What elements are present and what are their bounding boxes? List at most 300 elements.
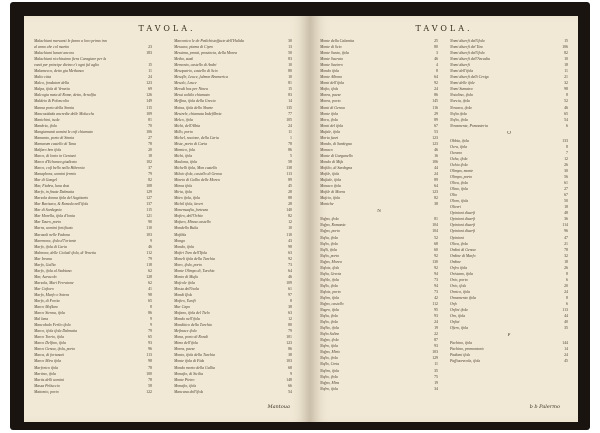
index-entry-page: 82 [288,214,292,219]
index-entry-page: 20 [564,283,568,288]
index-entry-text: Orio, porto [450,277,468,282]
index-entry-text: Marfo, Gallia [34,262,56,267]
book-spread [10,2,590,430]
index-entry-page: 73 [434,277,438,282]
index-entry-page: 61 [288,286,292,291]
index-entry-text: Martis delli uomini [34,377,65,382]
index-entry-page: 81 [434,217,438,222]
index-entry-page: 54 [288,389,292,394]
index-entry-page: 104 [432,223,438,228]
index-entry-page: 9 [290,371,292,376]
index-entry-text: Malpa, ifola di Venetia [34,87,70,92]
index-entry-text: Michel, nocione, della Caria [174,135,219,140]
index-entry-text: Nafia, Grecia [320,271,342,276]
index-entry-text: Mofcole ifola [174,280,195,285]
index-entry-page: 35 [434,368,438,373]
index-entry-text: Mondo, di Sardegna [320,141,352,146]
index-entry-text: Pachino, ifola [450,341,473,346]
index-entry-page: 113 [146,353,152,358]
index-entry-page: 12 [564,156,568,161]
index-entry-page: 21 [564,241,568,246]
index-entry-page: 79 [148,329,152,334]
index-entry-page: 103 [286,359,292,364]
index-entry-page: 80 [434,45,438,50]
index-entry-text: Mineto di Gallio delle Morea [174,178,220,183]
index-entry-page: 98 [148,292,152,297]
index-entry-text: Mofto, ifola [320,87,339,92]
index-entry-page: 93 [148,341,152,346]
index-entry-page: 12 [288,220,292,225]
index-entry-page: 82 [148,178,152,183]
index-entry-text: Mesofle, Leuce, fulmon Bramerica [174,75,228,80]
index-entry-text: Metho, stadi [174,57,194,62]
index-entry-text: Nafcia, porto [320,289,341,294]
index-entry-page: 78 [288,141,292,146]
index-entry-page: 127 [146,196,152,201]
index-entry-page: 92 [434,265,438,270]
index-entry-page: 66 [288,383,292,388]
index-entry-text: Malco, fondatori della [34,81,70,86]
index-entry-page: 123 [146,81,152,86]
index-entry-text: Malmora, delle Cicladi ifola, di Venetia [34,250,96,255]
index-entry-page: 58 [288,159,292,164]
index-entry-page: 15 [148,63,152,68]
index-entry-page: 86 [434,93,438,98]
index-entry-page: 11 [148,69,152,74]
index-entry-page: 106 [146,129,152,134]
index-entry-text: Naflo, ifola [320,283,338,288]
index-entry-page: 16 [434,153,438,158]
index-entry-text: Ornico, ifola [450,289,471,294]
index-entry-text: Moina, ifola dello Sbarte [174,105,214,110]
index-entry-page: 38 [288,353,292,358]
index-entry-page: 26 [564,265,568,270]
index-entry-page: 48 [564,211,568,216]
index-entry [450,358,568,364]
index-entry-page: 126 [146,93,152,98]
index-entry-text: Ornamento ifola [450,295,476,300]
index-entry-page: 43 [288,238,292,243]
index-entry-text: Ordini di Genoa [450,247,476,252]
index-entry-page: 24 [564,353,568,358]
index-entry-text: Nomi diuerfi dell'ifola [450,39,485,43]
index-entry-text: Mufale, ifola [320,129,341,134]
index-entry-text: Mora, ifola [320,117,338,122]
index-entry-page: 38 [288,305,292,310]
index-entry-page: 112 [432,302,438,307]
index-entry-text: Orfini ifola [450,308,468,313]
index-entry-page: 5 [290,153,292,158]
index-entry-page: 109 [286,280,292,285]
index-entry-page: 8 [566,93,568,98]
index-entry-text: Minnico, fola [174,147,195,152]
index-entry-text: Opinioni diuerfi [450,229,476,234]
index-entry-page: 135 [286,105,292,110]
index-entry-page: 144 [562,341,568,346]
index-entry-page: 104 [432,229,438,234]
index-entry-page: 56 [564,175,568,180]
index-entry-page: 103 [146,232,152,237]
index-entry-text: Nomi dell'ifola [450,69,474,74]
index-entry-text: Mimo dell'ifola [174,341,198,346]
index-entry-page: 25 [434,39,438,43]
index-entry-text: Nafto, ifola [320,374,338,379]
index-entry-text: Nafia, ifola [320,235,338,240]
index-entry-page: 89 [288,178,292,183]
index-entry-page: 58 [148,383,152,388]
index-entry-page: 62 [148,280,152,285]
index-entry-text: Oceano [450,150,463,155]
index-entry-text: Nomi diuerfi del Tino [450,45,484,50]
index-entry-text: Obbia, ifola [450,138,469,143]
index-entry-text: Mofile, ifola [320,172,340,177]
index-entry [450,325,568,331]
index-entry-text: Mufiale, ifola [320,178,342,183]
index-entry-page: 96 [564,229,568,234]
index-entry-text: Monte Albono [320,75,343,80]
index-entry-text: Monditico della Turchia [174,323,212,328]
index-entry-text: Orfeo ifola [450,265,468,270]
index-entry-page: 37 [148,165,152,170]
index-entry-text: Monte ifola di Fida [174,359,205,364]
index-entry-page: 12 [288,317,292,322]
index-entry-page: 129 [432,356,438,361]
index-entry-text: Marco Sienna, ifola [34,311,65,316]
index-entry-page: 52 [564,99,568,104]
index-entry-page: 11 [564,69,568,74]
index-entry-page: 123 [286,341,292,346]
index-entry-page: 98 [564,87,568,92]
index-entry-text: Meffina, ifola della Grecia [174,99,216,104]
index-entry-text: Norcia, ifola [450,99,470,104]
index-entry-text: Olino, ifola [450,187,468,192]
page-header-left: TAVOLA. [138,24,196,33]
index-entry-text: Marco Torrio, ifola [34,335,65,340]
index-entry-page: 34 [434,386,438,391]
index-entry-text: Maldeio & Poloncolio [34,99,70,104]
index-entry-text: Marconico le de Pedichistoffacte dell'Halida [174,39,244,43]
index-entry-page: 40 [564,320,568,325]
index-entry-text: Nafro, ifola [320,344,339,349]
index-entry-text: Mestrele, chiamata Indefilbria [174,111,222,116]
index-entry-text: Miria, ifola [174,190,192,195]
index-entry-text: Oliveri [450,205,462,210]
index-entry-page: 46 [434,57,438,62]
index-entry-page: 81 [148,117,152,122]
index-entry-page: 41 [148,286,152,291]
index-entry-page: 19 [434,380,438,385]
index-entry-page: 11 [434,362,438,367]
index-entry-page: 79 [148,256,152,261]
index-entry-page: 54 [564,117,568,122]
index-entry-text: Morea, porto [320,99,341,104]
index-entry-text: Nafia, ifola [320,314,338,319]
index-entry-page: 103 [432,350,438,355]
index-entry-page: 63 [288,311,292,316]
index-entry-text: Manaphora, uomini fermio [34,172,77,177]
index-entry-text: Mosta dell'isola [174,286,199,291]
index-entry-text: Ofero, ifola [450,326,469,331]
index-entry-text: vanti per principe divino e't ogni ful aglio [34,63,100,68]
index-entry-text: Messi uoltilo chiamato [174,93,210,98]
section-letter: O [507,130,511,136]
index-entry-text: Orio, ifola [450,283,467,288]
catchword: Mantoua [267,404,290,410]
index-entry-page: 50 [288,51,292,56]
index-entry-text: Nafli, ifola [320,247,337,252]
index-entry-text: Memonio, castello di Andri [174,63,217,68]
index-entry-page: 94 [434,271,438,276]
index-entry-page: 44 [434,165,438,170]
index-entry-text: Messima, pronti, prouincia, della Morea [174,51,237,56]
index-entry-text: Oliva, ifola [450,181,468,186]
index-entry-text: Nomi diuerfi dell'Arcadia [450,57,490,62]
index-entry-page: 97 [288,292,292,297]
index-entry-text: Pachino, promontorio [450,347,485,352]
index-entry-text: Nafpo, ifola [320,217,339,222]
index-entry-text: Nafilo, ifola [320,277,339,282]
index-entry-page: 79 [288,329,292,334]
index-entry-page: 6 [566,123,568,128]
index-entry-page: 27 [564,187,568,192]
index-entry-page: 6 [566,277,568,282]
index-entry-text: Mufcio, ifola [320,196,341,201]
index-entry-text: Nomi diuerfi delli Cerigo [450,75,490,80]
index-entry-text: Malachiani ricchissimo fiera Caragiare per la [34,57,107,62]
index-entry-text: Marfo, in finate Dalmatia [34,190,75,195]
index-entry-page: 19 [434,326,438,331]
index-entry-page: 115 [146,208,152,213]
index-entry-text: Marco, di lonio in Gentani [34,153,76,158]
right-column-1 [320,38,438,392]
index-entry-page: 64 [288,268,292,273]
index-entry-text: Nafio, ifola [320,356,338,361]
index-entry-page: 145 [432,99,438,104]
index-entry-text: Messara, piama di Cipro [174,45,213,50]
index-entry-page: 24 [564,289,568,294]
index-entry-page: 11 [288,129,292,134]
index-entry-page: 123 [432,141,438,146]
index-entry-page: 24 [148,75,152,80]
index-entry-text: Monte ifola [320,111,339,116]
index-entry-page: 138 [286,165,292,170]
index-entry-text: Mofano, ifola del Tielo [174,311,210,316]
index-entry-page: 92 [434,253,438,258]
index-entry-page: 78 [148,365,152,370]
index-entry-text: Nafpo, Morea [320,259,342,264]
index-entry-text: Nafio, ifola [320,241,338,246]
index-entry-page: 9 [150,317,152,322]
index-entry-text: Oro, ifola [450,314,466,319]
index-entry-page: 110 [286,232,292,237]
index-entry-text: Marfo, Marfo o Sotrea [34,292,70,297]
index-entry-text: Marfo, di Fortia [34,299,60,304]
index-entry-page: 80 [288,69,292,74]
index-entry-text: Moneli ifola della Turchia [174,256,215,261]
index-entry-text: Mangiamanti uomini le cofi chiamato [34,129,93,134]
index-entry-text: Mondi Ifola [174,292,193,297]
index-entry-page: 81 [288,81,292,86]
index-entry-text: Naflo, Creta [320,362,340,367]
index-entry-page: 93 [434,314,438,319]
index-entry-text: Monaco ifola [320,184,341,189]
index-entry-text: Ocha, ifola [450,156,468,161]
index-entry-page: 108 [146,184,152,189]
index-entry-text: Mattonio, porto [34,389,59,394]
index-entry-page: 106 [562,45,568,50]
index-entry-text: Mar, Fiabra, luna dosi [34,184,70,189]
index-entry-page: 24 [288,123,292,128]
index-entry-text: Miste, porto di Caria [174,141,208,146]
index-entry-text: Manichini, isola [34,117,60,122]
index-entry-text: Monto, ifola della Turchia [174,353,215,358]
index-entry-text: Mofuro, Minoa castello [174,220,211,225]
index-entry-text: Nafio, ifola [320,320,338,325]
index-entry-page: 3 [436,51,438,56]
index-entry-page: 46 [434,147,438,152]
index-entry-text: Mona, porto di Rondi [174,335,208,340]
index-entry-text: Nomi diuerfi [450,63,470,68]
index-entry-text: Monte di Scio [320,45,342,50]
index-entry-page: 7 [566,150,568,155]
index-entry-page: 46 [148,244,152,249]
index-entry-page: 24 [434,172,438,177]
index-entry-text: Oristano, ifola [450,271,473,276]
index-entry-text: Monemuafia, fortezza [174,208,208,213]
index-entry-page: 148 [286,377,292,382]
index-entry-text: Monte Sacrato [320,57,344,62]
index-entry-page: 123 [432,190,438,195]
index-entry-text: Malamecco, detto gia Methanco [34,69,85,74]
index-entry-page: 73 [288,262,292,267]
index-entry-text: Mondo morto della Gallia [174,365,215,370]
index-entry-page: 10 [564,57,568,62]
index-entry-page: 8 [436,69,438,74]
index-entry-text: Millo, porto [174,129,193,134]
index-entry-text: Marforico ifola [34,365,59,370]
index-entry-text: Mancobalo Ferlio ifola [34,323,71,328]
index-entry-page: 50 [564,199,568,204]
index-entry-page: 64 [434,184,438,189]
index-entry-text: Mesopatrio, castello di Scio [174,69,218,74]
index-entry-page: 122 [146,389,152,394]
index-entry-page: 68 [434,241,438,246]
index-entry-page: 65 [148,335,152,340]
index-entry-text: Nafro, ifola [320,386,339,391]
index-entry-text: Oloro, ifola [450,199,469,204]
index-entry-text: Mofibla [174,232,187,237]
index-entry-text: Mar Morella, ifola d'lonia [34,214,75,219]
right-column-2 [450,38,568,364]
index-entry-text: Moria fuori [320,135,339,140]
index-entry-page: 106 [432,159,438,164]
index-entry-page: 128 [146,274,152,279]
index-entry-text: Nafio Saline [320,332,340,337]
index-entry-page: 67 [434,123,438,128]
index-entry-page: 89 [434,178,438,183]
index-entry-page: 82 [564,51,568,56]
index-entry-text: Massa Peliuccio [34,383,60,388]
index-entry-text: Nafpo, Romania [320,223,346,228]
index-entry-text: Mar di Gangel [34,178,58,183]
index-entry-text: Nofio, ifola [450,117,468,122]
index-entry-page: 36 [564,217,568,222]
index-entry-text: Monte di Garganello [320,153,353,158]
index-entry-page: 8 [290,299,292,304]
index-entry-page: 94 [434,283,438,288]
index-entry-text: Orfo [450,302,458,307]
index-entry-page: 6 [566,302,568,307]
index-entry-text: Mandria, ifola [34,123,57,128]
index-entry-text: Mar Ireana [34,256,52,261]
index-entry-text: Mamanto, porto di Sinnia [34,135,75,140]
index-entry-text: Mar Tauro, porto [34,220,62,225]
index-entry-page: 118 [146,262,152,267]
index-entry-text: Mar Coftoro [34,286,54,291]
section-letter: P [507,333,511,339]
index-entry-page: 78 [148,377,152,382]
index-entry-page: 105 [286,117,292,122]
index-entry-page: 32 [564,253,568,258]
index-entry-page: 88 [288,196,292,201]
index-entry-page: 87 [434,338,438,343]
index-entry-text: Mofiro, dell'Orbia [174,214,203,219]
index-entry-page: 23 [148,45,152,50]
index-entry-page: 98 [288,244,292,249]
index-entry [320,386,438,392]
index-entry-text: Mondo, ifola [174,244,195,249]
index-entry-page: 47 [564,235,568,240]
index-entry-page: 21 [564,75,568,80]
index-entry-text: Monti di Genoa [320,105,345,110]
index-entry-page: 129 [146,190,152,195]
index-entry-text: Nafpo, castello [320,302,344,307]
index-entry-text: al anno che col marito [34,45,70,50]
index-entry-text: Mondo di Mifa [320,159,344,164]
index-entry-page: 96 [148,347,152,352]
index-entry-text: Miloio ifola, castello di Genoa [174,172,222,177]
index-entry-text: Marasoli nelle Fadona [34,232,70,237]
index-entry-text: Nomi diuerfi dell'ifola [450,51,485,56]
index-entry-page: 93 [434,344,438,349]
index-entry-page: 109 [146,111,152,116]
index-entry-text: Marco, cofi bello nella Hibernia [34,165,85,170]
index-entry-text: Maulona, ifola [174,159,198,164]
index-entry-text: Marca, di fortunati [34,353,64,358]
index-entry-text: Marco Delfino, ifola [34,341,66,346]
index-entry-page: 116 [432,105,438,110]
section-letter: N [377,209,381,215]
index-entry-page: 4 [436,63,438,68]
index-entry-page: 86 [288,347,292,352]
index-entry-page: 100 [146,371,152,376]
index-entry-text: Notalino, ifola [450,93,473,98]
index-entry-page: 8 [566,295,568,300]
index-entry-page: 53 [434,129,438,134]
index-entry-page: 102 [146,159,152,164]
index-entry-page: 101 [286,335,292,340]
index-entry-page: 123 [432,135,438,140]
index-entry-page: 115 [146,105,152,110]
index-entry-page: 140 [286,208,292,213]
index-entry-text: Marfo, ifola di Caria [34,244,67,249]
index-entry-text: Michelli ifola, Mon castello [174,165,218,170]
index-entry-text: Oliva, ifola [450,241,468,246]
index-entry-page: 1 [290,135,292,140]
index-entry-text: Mancana dell'ifola [174,389,204,394]
index-entry-page: 110 [146,226,152,231]
index-entry-page: 83 [288,57,292,62]
